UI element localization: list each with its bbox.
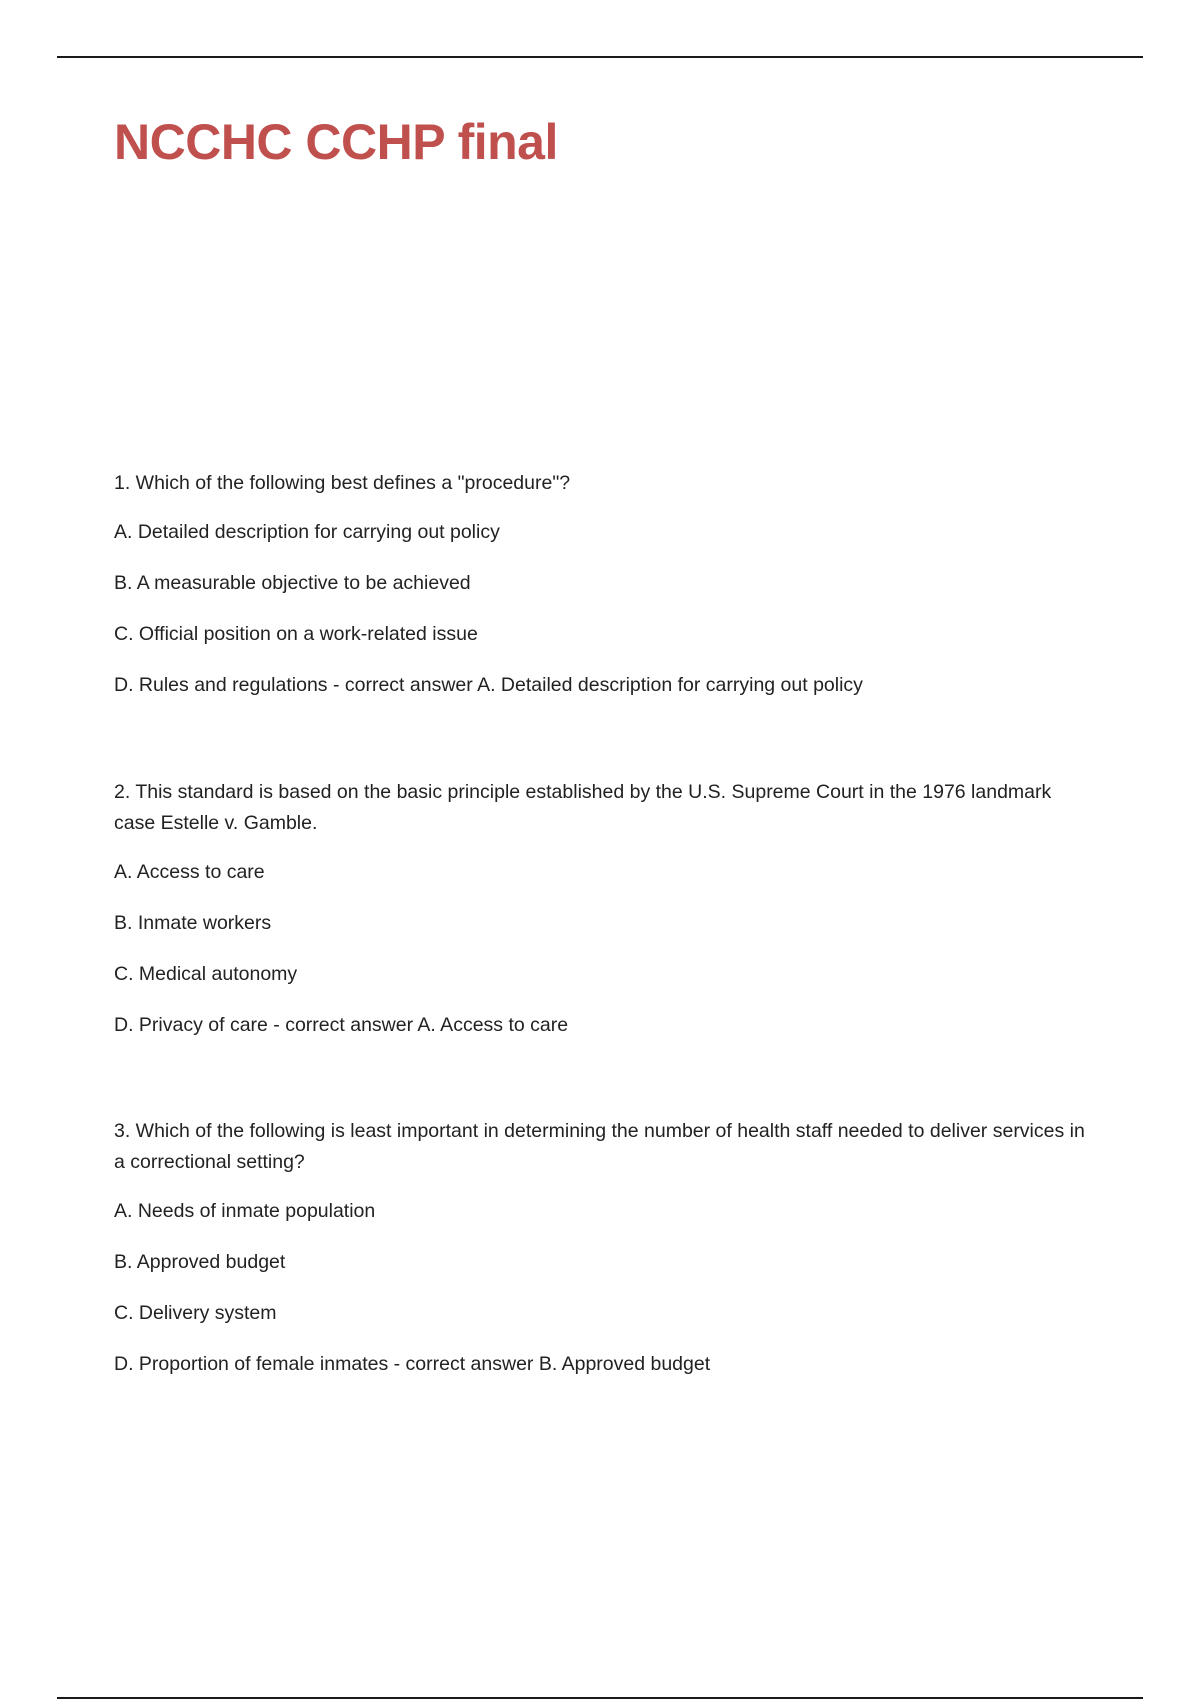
option-a: A. Access to care xyxy=(114,861,265,883)
question-text: 2. This standard is based on the basic principle established by the U.S. Supreme Court in the 1976 landmark case Estelle v. Gamble. xyxy=(114,781,1052,834)
top-divider xyxy=(57,56,1143,58)
question-text: 3. Which of the following is least important in determining the number of health staff needed to deliver services in a correctional setting? xyxy=(114,1120,1085,1173)
option-a: A. Detailed description for carrying out policy xyxy=(114,521,500,543)
question-3 xyxy=(114,1116,1094,1402)
option-a: A. Needs of inmate population xyxy=(114,1200,376,1222)
option-b: B. A measurable objective to be achieved xyxy=(114,572,471,594)
question-2 xyxy=(114,777,1094,1063)
option-d-with-answer: D. Rules and regulations - correct answer A. Detailed description for carrying out policy xyxy=(114,674,863,696)
document-title: NCCHC CCHP final xyxy=(114,114,558,170)
option-c: C. Medical autonomy xyxy=(114,963,298,985)
option-b: B. Approved budget xyxy=(114,1251,286,1273)
option-d-with-answer: D. Proportion of female inmates - correct answer B. Approved budget xyxy=(114,1353,711,1375)
option-c: C. Official position on a work-related issue xyxy=(114,623,478,645)
option-d-with-answer: D. Privacy of care - correct answer A. Access to care xyxy=(114,1014,569,1036)
bottom-divider xyxy=(57,1697,1143,1699)
option-c: C. Delivery system xyxy=(114,1302,277,1324)
option-b: B. Inmate workers xyxy=(114,912,272,934)
question-text: 1. Which of the following best defines a "procedure"? xyxy=(114,472,571,494)
question-1 xyxy=(114,468,1094,723)
